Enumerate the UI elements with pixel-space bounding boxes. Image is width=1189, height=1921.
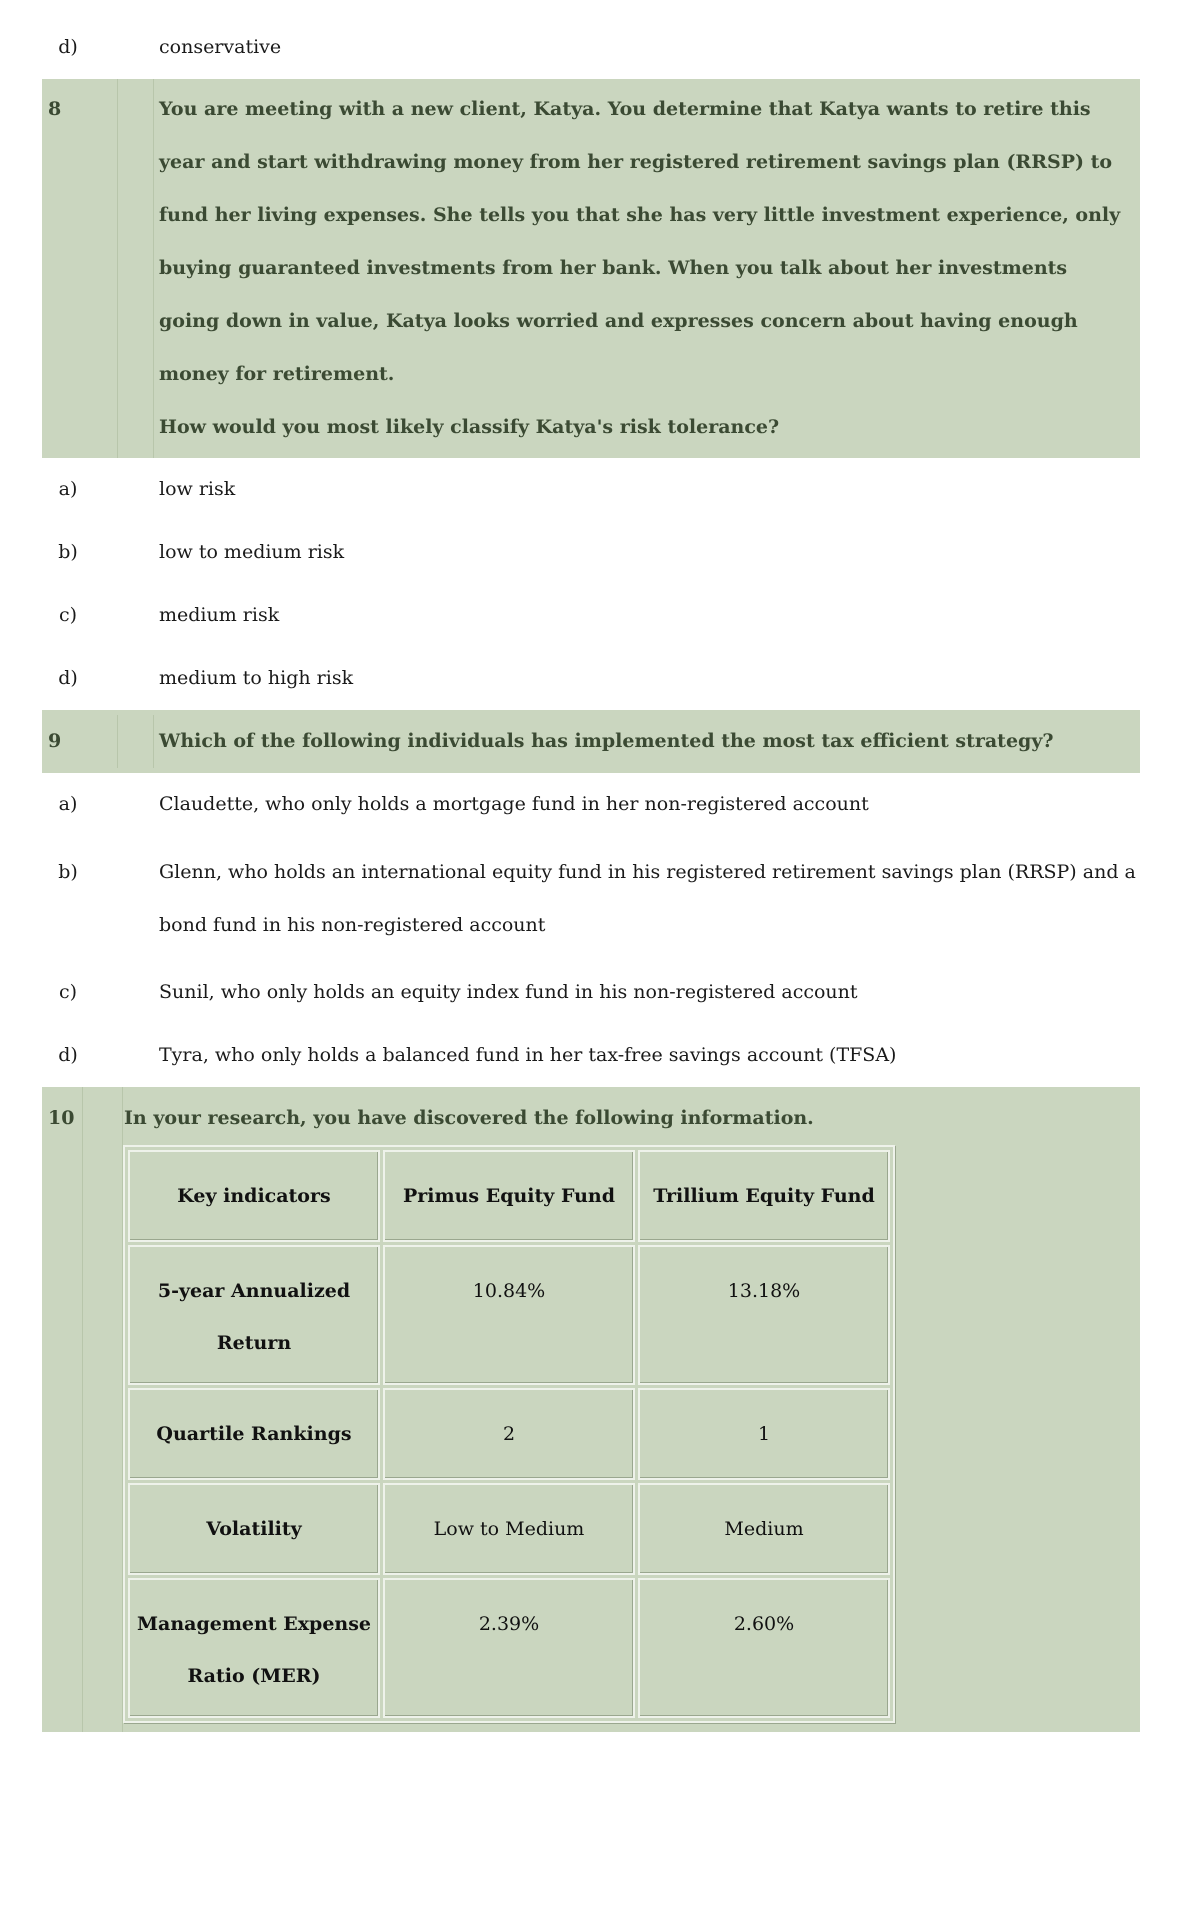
row-label-cell: 5-year Annualized Return (128, 1245, 380, 1385)
question-stem: Which of the following individuals has implemented the most tax efficient strategy? (159, 715, 1140, 768)
question-number: 9 (42, 715, 94, 768)
question-number: 8 (42, 79, 94, 458)
answer-text: Tyra, who only holds a balanced fund in her tax-free savings account (TFSA) (159, 1044, 897, 1066)
answer-letter: c) (58, 981, 78, 1003)
table-header-cell: Primus Equity Fund (383, 1150, 635, 1242)
question-stem: In your research, you have discovered the following information. (124, 1107, 814, 1129)
question-8 (42, 79, 1140, 458)
table-row (128, 1388, 890, 1480)
row-label-cell: Volatility (128, 1483, 380, 1575)
table-cell: Medium (638, 1483, 890, 1575)
row-label-cell: Management Expense Ratio (MER) (128, 1578, 380, 1718)
question-10 (42, 1087, 1140, 1732)
answer-option[interactable] (42, 584, 1140, 647)
answer-text: medium to high risk (159, 667, 354, 689)
answer-option[interactable] (42, 773, 1140, 836)
column-divider (82, 1087, 83, 1732)
answer-letter: a) (58, 793, 78, 815)
table-cell: 2 (383, 1388, 635, 1480)
question-number: 10 (48, 1107, 75, 1129)
answer-text: Glenn, who holds an international equity fund in his registered retirement savings plan (RRSP) and a bond fund in his non-registered account (159, 861, 1136, 936)
table-header-cell: Key indicators (128, 1150, 380, 1242)
row-label-cell: Quartile Rankings (128, 1388, 380, 1480)
answer-letter: d) (58, 667, 78, 689)
answer-text: low to medium risk (159, 541, 345, 563)
table-cell: 2.60% (638, 1578, 890, 1718)
question-stem-text: You are meeting with a new client, Katya. You determine that Katya wants to retire this year and start withdrawing money from her registered retirement savings plan (RRSP) to fund her living expenses. She tells you that she has very little investment experience, only buying guaranteed investments from her bank. When you talk about her investments going down in value, Katya looks worried and expresses concern about having enough money for retirement. (159, 98, 1121, 385)
table-cell: Low to Medium (383, 1483, 635, 1575)
table-cell: 10.84% (383, 1245, 635, 1385)
answer-letter: b) (58, 861, 78, 883)
answer-letter: c) (58, 604, 78, 626)
answer-option[interactable] (42, 1024, 1140, 1087)
answer-letter: b) (58, 541, 78, 563)
answer-option[interactable] (42, 458, 1140, 521)
answer-option[interactable] (42, 16, 1140, 79)
table-cell: 13.18% (638, 1245, 890, 1385)
answer-option[interactable] (42, 521, 1140, 584)
answer-letter: a) (58, 478, 78, 500)
question-prompt: How would you most likely classify Katya's risk tolerance? (159, 416, 780, 438)
table-row (128, 1578, 890, 1718)
table-cell: 1 (638, 1388, 890, 1480)
answer-text: Claudette, who only holds a mortgage fund in her non-registered account (159, 793, 869, 815)
table-row (128, 1483, 890, 1575)
quiz-page (42, 0, 1140, 1732)
question-9 (42, 710, 1140, 773)
question-stem (159, 79, 1140, 458)
table-header-cell: Trillium Equity Fund (638, 1150, 890, 1242)
answer-text: medium risk (159, 604, 280, 626)
answer-option[interactable] (42, 647, 1140, 710)
answer-letter: d) (58, 1044, 78, 1066)
answer-text: low risk (159, 478, 236, 500)
fund-comparison-table (123, 1145, 895, 1723)
table-header-row (128, 1150, 890, 1242)
answer-text: conservative (159, 36, 282, 58)
table-row (128, 1245, 890, 1385)
answer-option[interactable] (42, 961, 1140, 1024)
answer-letter: d) (58, 36, 78, 58)
answer-option[interactable] (42, 836, 1140, 961)
table-cell: 2.39% (383, 1578, 635, 1718)
answer-text: Sunil, who only holds an equity index fund in his non-registered account (159, 981, 858, 1003)
